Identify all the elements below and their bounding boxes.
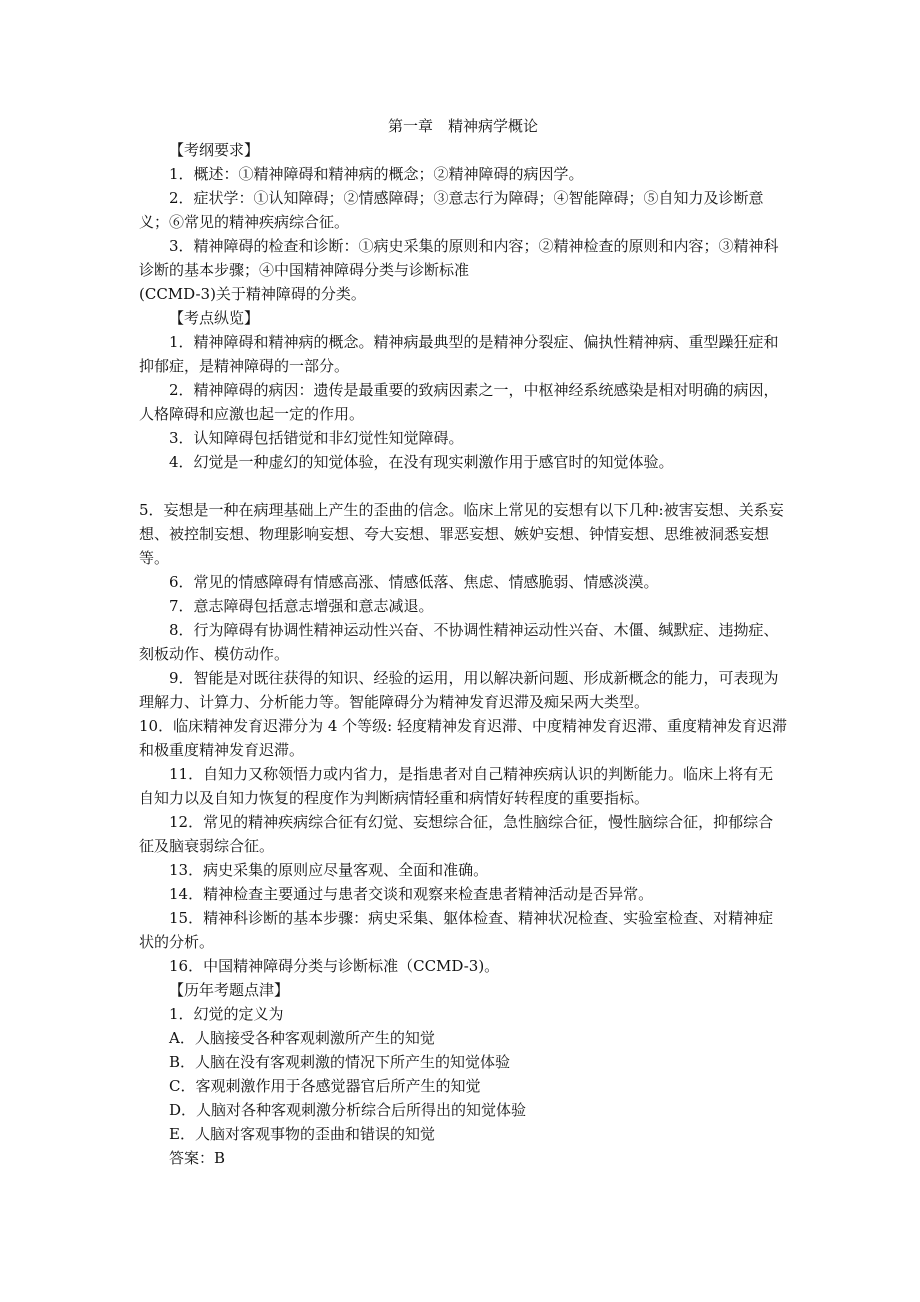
option-d: D．人脑对各种客观刺激分析综合后所得出的知觉体验 (169, 1101, 527, 1119)
question-stem: 1．幻觉的定义为 (169, 1005, 284, 1023)
point-item-4: 4．幻觉是一种虚幻的知觉体验，在没有现实刺激作用于感官时的知觉体验。 (169, 453, 674, 471)
point-item-9: 9．智能是对既往获得的知识、经验的运用，用以解决新问题、形成新概念的能力，可表现为理解力、计算力、分析能力等。智能障碍分为精神发育迟滞及痴呆两大类型。 (139, 669, 779, 711)
section-heading-exam: 【历年考题点津】 (169, 981, 290, 999)
point-item-7: 7．意志障碍包括意志增强和意志减退。 (169, 597, 434, 615)
section-heading-outline: 【考纲要求】 (169, 141, 260, 159)
outline-item-3: 3．精神障碍的检查和诊断：①病史采集的原则和内容；②精神检查的原则和内容；③精神科诊断的基本步骤；④中国精神障碍分类与诊断标准 (139, 237, 779, 279)
point-item-8: 8．行为障碍有协调性精神运动性兴奋、不协调性精神运动性兴奋、木僵、缄默症、违拗症、刻板动作、模仿动作。 (139, 621, 779, 663)
answer: 答案：B (169, 1149, 226, 1167)
option-b: B．人脑在没有客观刺激的情况下所产生的知觉体验 (169, 1053, 511, 1071)
point-item-13: 13．病史采集的原则应尽量客观、全面和准确。 (169, 861, 489, 879)
outline-item-2: 2．症状学：①认知障碍；②情感障碍；③意志行为障碍；④智能障碍；⑤自知力及诊断意义；⑥常见的精神疾病综合征。 (139, 189, 764, 231)
section-heading-points: 【考点纵览】 (169, 309, 260, 327)
point-item-11: 11．自知力又称领悟力或内省力，是指患者对自己精神疾病认识的判断能力。临床上将有无自知力以及自知力恢复的程度作为判断病情轻重和病情好转程度的重要指标。 (139, 765, 774, 807)
point-item-6: 6．常见的情感障碍有情感高涨、情感低落、焦虑、情感脆弱、情感淡漠。 (169, 573, 659, 591)
option-c: C．客观刺激作用于各感觉器官后所产生的知觉 (169, 1077, 481, 1095)
point-item-10: 10．临床精神发育迟滞分为 4 个等级: 轻度精神发育迟滞、中度精神发育迟滞、重度精神发育迟滞和极重度精神发育迟滞。 (139, 717, 787, 759)
paragraph-gap (139, 474, 787, 498)
point-item-5: 5．妄想是一种在病理基础上产生的歪曲的信念。临床上常见的妄想有以下几种:被害妄想、关系妄想、被控制妄想、物理影响妄想、夸大妄想、罪恶妄想、嫉妒妄想、钟情妄想、思维被洞悉妄想等。 (139, 501, 784, 567)
outline-item-3-tail: (CCMD-3)关于精神障碍的分类。 (139, 285, 366, 303)
point-item-15: 15．精神科诊断的基本步骤：病史采集、躯体检查、精神状况检查、实验室检查、对精神症状的分析。 (139, 909, 774, 951)
point-item-3: 3．认知障碍包括错觉和非幻觉性知觉障碍。 (169, 429, 464, 447)
point-item-14: 14．精神检查主要通过与患者交谈和观察来检查患者精神活动是否异常。 (169, 885, 654, 903)
point-item-16: 16．中国精神障碍分类与诊断标准（CCMD-3)。 (169, 957, 500, 975)
point-item-1: 1．精神障碍和精神病的概念。精神病最典型的是精神分裂症、偏执性精神病、重型躁狂症和抑郁症，是精神障碍的一部分。 (139, 333, 779, 375)
chapter-title: 第一章 精神病学概论 (387, 117, 538, 135)
point-item-2: 2．精神障碍的病因：遗传是最重要的致病因素之一，中枢神经系统感染是相对明确的病因，人格障碍和应激也起一定的作用。 (139, 381, 779, 423)
option-a: A．人脑接受各种客观刺激所产生的知觉 (169, 1029, 435, 1047)
document-page (139, 114, 787, 1170)
outline-item-1: 1．概述：①精神障碍和精神病的概念；②精神障碍的病因学。 (169, 165, 584, 183)
option-e: E．人脑对客观事物的歪曲和错误的知觉 (169, 1125, 435, 1143)
point-item-12: 12．常见的精神疾病综合征有幻觉、妄想综合征，急性脑综合征，慢性脑综合征，抑郁综合征及脑衰弱综合征。 (139, 813, 774, 855)
